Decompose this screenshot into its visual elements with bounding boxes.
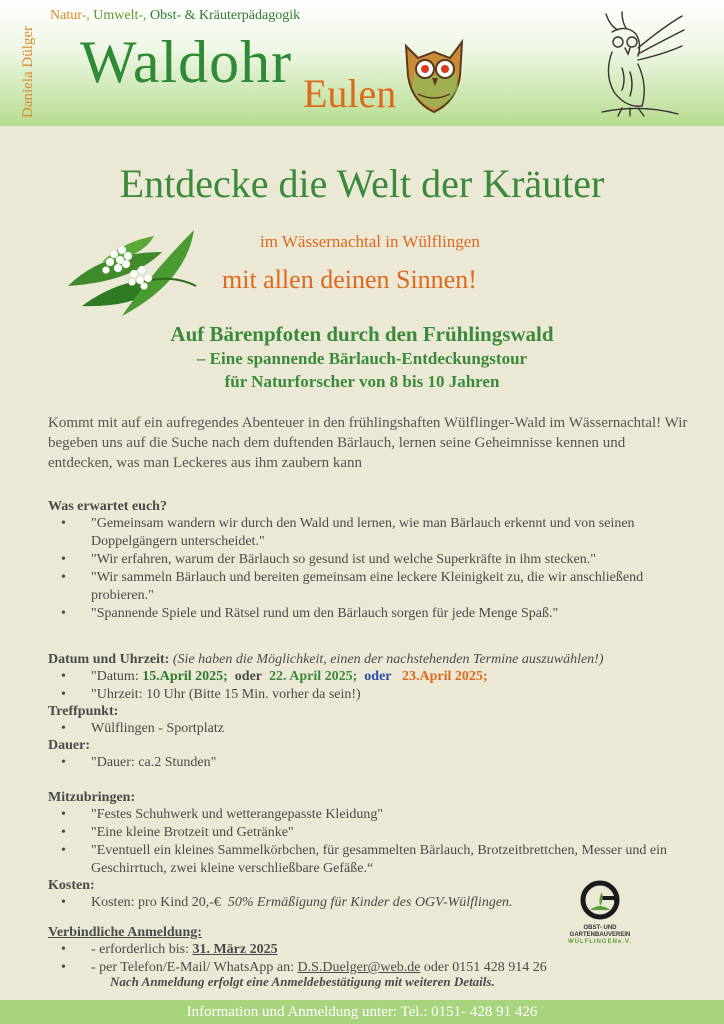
duration-list — [48, 754, 708, 772]
ogv-name-line-2: GARTENBAUVEREIN — [569, 932, 631, 938]
cost-discount: 50% Ermäßigung für Kinder des OGV-Wülflingen. — [227, 895, 513, 910]
author-name-vertical: Daniela Dülger — [20, 25, 36, 118]
logo-eulen: Eulen — [303, 71, 397, 116]
dates-heading — [48, 652, 708, 668]
list-item: • "Dauer: ca.2 Stunden" — [48, 754, 708, 772]
tour-heading — [0, 322, 724, 393]
bring-list — [48, 806, 708, 878]
date-option-3: 23.April 2025; — [402, 669, 488, 684]
ogv-suffix: e.V. — [617, 939, 633, 945]
dates-list — [48, 668, 708, 704]
list-item: • "Wir sammeln Bärlauch und bereiten gemeinsam eine leckere Kleinigkeit zu, die wir anschließend probieren." — [48, 569, 708, 605]
list-item: • "Gemeinsam wandern wir durch den Wald und lernen, wie man Bärlauch erkennt und von seinen Doppelgängern unterscheidet." — [48, 515, 708, 551]
header-banner — [0, 0, 724, 126]
dates-section — [48, 652, 708, 772]
meeting-list — [48, 720, 708, 738]
tour-line-1: Auf Bärenpfoten durch den Frühlingswald — [170, 322, 554, 346]
expect-heading: Was erwartet euch? — [48, 499, 167, 514]
subtitle-senses: mit allen deinen Sinnen! — [222, 265, 477, 294]
list-item: • "Eine kleine Brotzeit und Getränke" — [48, 824, 708, 842]
tagline-part-2: Umwelt-, — [89, 8, 147, 23]
page-title: Entdecke die Welt der Kräuter — [119, 161, 605, 206]
footer-contact: Information und Anmeldung unter: Tel.: 0151- 428 91 426 — [0, 1000, 724, 1024]
meeting-heading: Treffpunkt: — [48, 704, 119, 719]
tour-line-3: für Naturforscher von 8 bis 10 Jahren — [224, 372, 500, 391]
contact-prefix: - per Telefon/E-Mail/ WhatsApp an: — [91, 960, 298, 975]
contact-suffix: oder 0151 428 914 26 — [420, 960, 547, 975]
registration-list — [48, 941, 708, 977]
list-item: • "Festes Schuhwerk und wetterangepasste Kleidung" — [48, 806, 708, 824]
duration-heading: Dauer: — [48, 738, 90, 753]
owl-head-icon — [398, 36, 470, 116]
ogv-town-name: WÜLFLINGEN — [567, 939, 618, 945]
registration-heading: Verbindliche Anmeldung: — [48, 925, 202, 940]
date-option-2: 22. April 2025; — [269, 669, 358, 684]
tour-line-2: – Eine spannende Bärlauch-Entdeckungstour — [196, 349, 528, 368]
ogv-town — [560, 939, 640, 945]
bring-heading: Mitzubringen: — [48, 790, 136, 805]
confirmation-note: Nach Anmeldung erfolgt eine Anmeldebestätigung mit weiteren Details. — [110, 974, 495, 989]
date-prefix: "Datum: — [91, 669, 143, 684]
or-label-2: oder — [364, 669, 392, 684]
subtitle-location: im Wässernachtal in Wülflingen — [260, 232, 480, 251]
deadline-prefix: - erforderlich bis: — [91, 942, 193, 957]
costs-heading: Kosten: — [48, 878, 95, 893]
expect-list — [48, 515, 708, 623]
owl-sketch-icon — [592, 8, 688, 120]
dates-note: (Sie haben die Möglichkeit, einen der nachstehenden Termine auszuwählen!) — [172, 652, 604, 667]
list-item: • "Wir erfahren, warum der Bärlauch so gesund ist und welche Superkräfte in ihm stecken." — [48, 551, 708, 569]
expect-section — [48, 499, 708, 623]
wild-garlic-illustration — [62, 222, 202, 322]
intro-paragraph: Kommt mit auf ein aufregendes Abenteuer in den frühlingshaften Wülflinger-Wald im Wässernachtal! Wir begeben uns auf die Suche nach dem duftenden Bärlauch, lernen seine Geheimnisse kennen und entdecken, was man Leckeres aus ihm zaubern kann — [48, 415, 688, 471]
dates-heading-label: Datum und Uhrzeit: — [48, 652, 170, 667]
deadline-date: 31. März 2025 — [192, 942, 278, 957]
list-item: • "Spannende Spiele und Rätsel rund um den Bärlauch sorgen für jede Menge Spaß." — [48, 605, 708, 623]
ogv-name-line-1: OBST- UND — [583, 925, 617, 931]
list-item: • Wülflingen - Sportplatz — [48, 720, 708, 738]
date-option-1: 15.April 2025; — [142, 669, 228, 684]
tagline-part-1: Natur-, — [50, 8, 90, 23]
ogv-logo — [560, 880, 640, 945]
cost-text: Kosten: pro Kind 20,-€ — [91, 895, 221, 910]
or-label-1: oder — [234, 669, 262, 684]
list-item — [48, 668, 708, 686]
list-item: • "Uhrzeit: 10 Uhr (Bitte 15 Min. vorher da sein!) — [48, 686, 708, 704]
list-item: • "Eventuell ein kleines Sammelkörbchen, für gesammelten Bärlauch, Brotzeitbrettchen, Messer und ein Geschirrtuch, zwei kleine verschließbare Gefäße.“ — [48, 842, 708, 878]
ogv-emblem-icon — [578, 880, 622, 920]
tagline-part-3: Obst- & Kräuterpädagogik — [146, 8, 301, 23]
email-link[interactable]: D.S.Duelger@web.de — [297, 960, 421, 975]
logo-waldohr: Waldohr — [80, 29, 293, 95]
tagline — [50, 8, 300, 24]
